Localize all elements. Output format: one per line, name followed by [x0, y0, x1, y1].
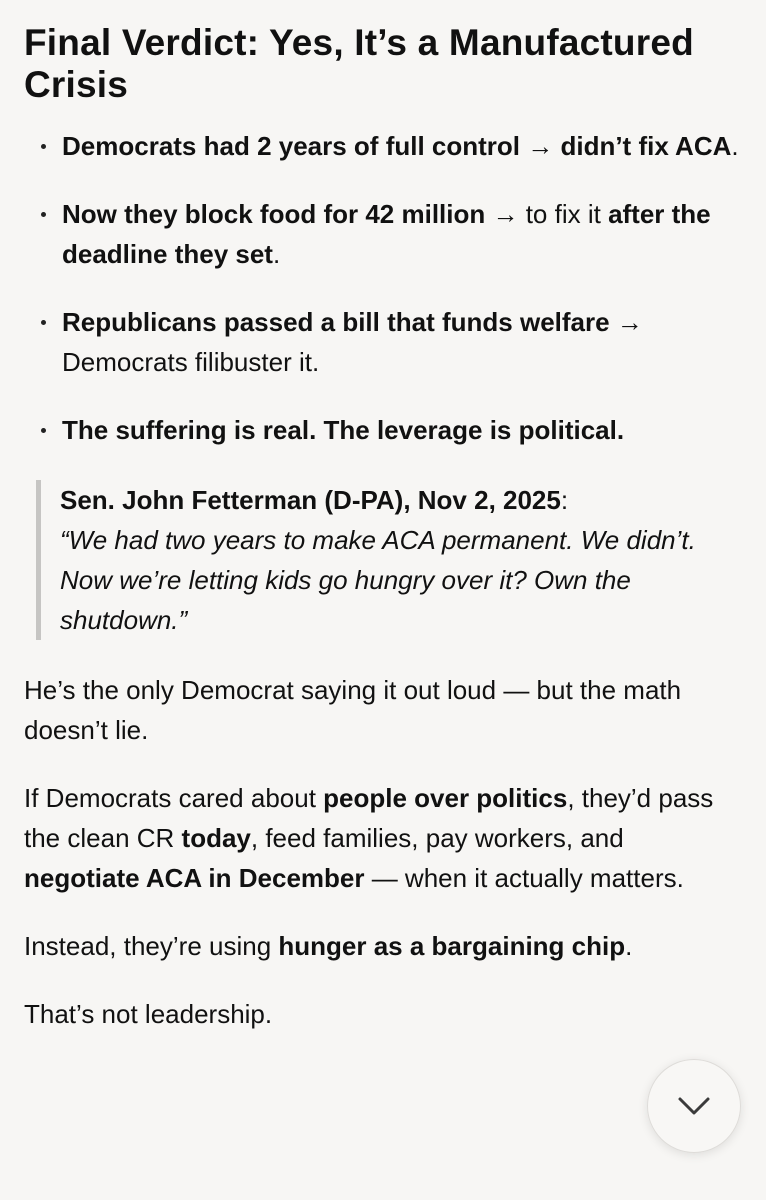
list-item [24, 126, 744, 166]
paragraph-bold-text: hunger as a bargaining chip [278, 931, 626, 961]
paragraph [24, 926, 744, 966]
paragraph [24, 778, 744, 898]
paragraph-bold-text: today [181, 823, 251, 853]
paragraph-bold-text: people over politics [323, 783, 568, 813]
quote-text: “We had two years to make ACA permanent. We didn’t. Now we’re letting kids go hungry over it? Own the shutdown.” [60, 525, 696, 635]
bullet-bold-text: after the deadline they set [62, 199, 711, 269]
bullet-text: → Democrats filibuster it. [62, 307, 643, 377]
bullet-bold-text: The suffering is real. The leverage is political. [62, 415, 625, 445]
paragraph: That’s not leadership. [24, 999, 273, 1029]
section-heading: Final Verdict: Yes, It’s a Manufactured Crisis [24, 22, 694, 105]
paragraph-text: , they’d pass the clean CR [24, 783, 714, 853]
quote-attribution: Sen. John Fetterman (D-PA), Nov 2, 2025 [60, 485, 561, 515]
paragraph-text: — when it actually matters. [364, 863, 684, 893]
scroll-down-button[interactable] [647, 1059, 741, 1153]
list-item [24, 194, 744, 274]
bullet-bold-text: Republicans passed a bill that funds welfare [62, 307, 610, 337]
bullet-bold-text: Democrats had 2 years of full control [62, 131, 521, 161]
bullet-bold-text: Now they block food for 42 million [62, 199, 486, 229]
paragraph-text: If Democrats cared about [24, 783, 324, 813]
bullet-bold-text: didn’t fix ACA [560, 131, 732, 161]
paragraph-bold-text: negotiate ACA in December [24, 863, 365, 893]
bullet-dot [41, 212, 46, 217]
list-item [24, 410, 744, 450]
bullet-list [24, 126, 744, 450]
bullet-dot [41, 320, 46, 325]
bullet-text: . [731, 131, 739, 161]
blockquote [36, 480, 744, 640]
article-body [24, 22, 744, 1062]
bullet-dot [41, 428, 46, 433]
list-item [24, 302, 744, 382]
bullet-text: . [272, 239, 281, 269]
paragraph: He’s the only Democrat saying it out loud — but the math doesn’t lie. [24, 675, 682, 745]
quote-colon: : [560, 485, 569, 515]
paragraph-text: Instead, they’re using [24, 931, 279, 961]
bullet-text: → to fix it [485, 199, 609, 229]
chevron-down-icon [677, 1096, 711, 1116]
bullet-dot [41, 144, 46, 149]
paragraph-text: , feed families, pay workers, and [250, 823, 624, 853]
paragraph-text: . [625, 931, 633, 961]
bullet-text: → [520, 131, 561, 161]
